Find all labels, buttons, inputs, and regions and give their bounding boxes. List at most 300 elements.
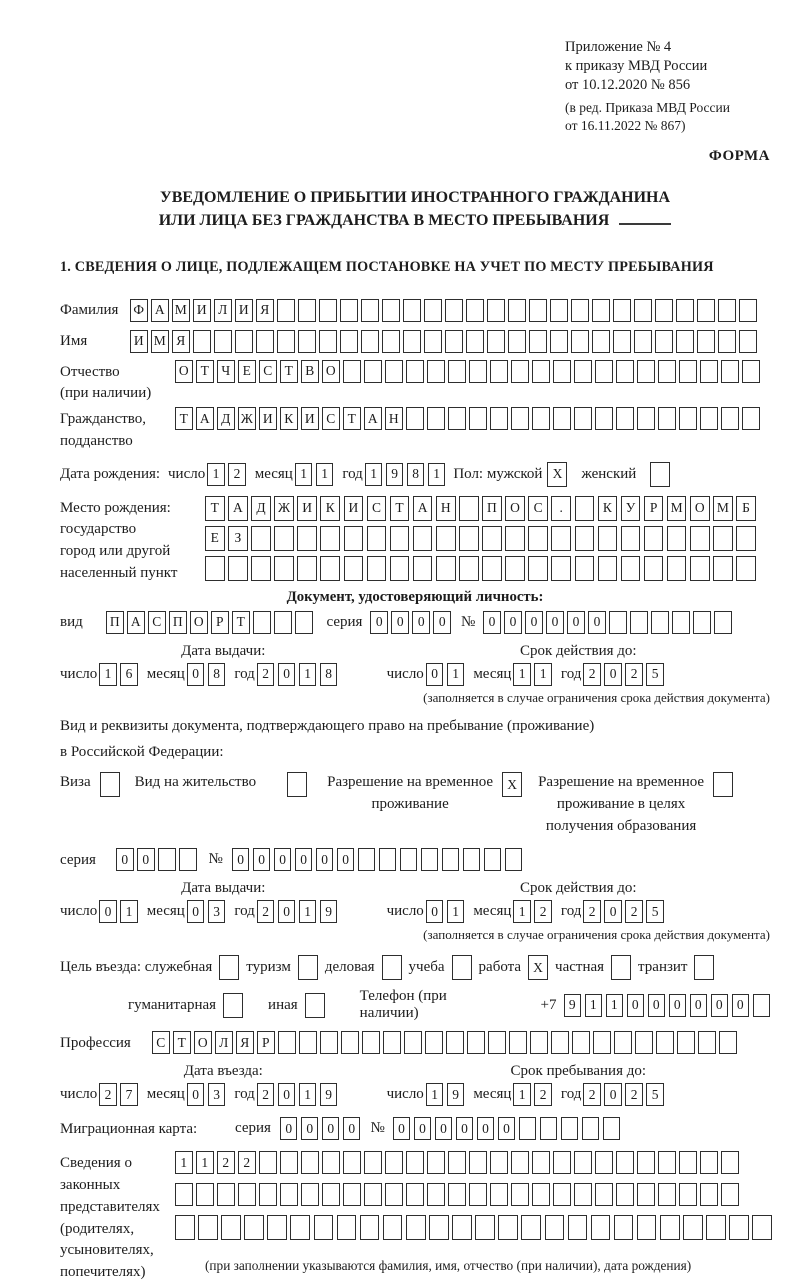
char-cell[interactable] [591,1215,611,1240]
char-cell[interactable] [361,330,379,353]
char-cell[interactable] [498,1215,518,1240]
char-cell[interactable] [223,993,243,1018]
char-cell[interactable]: Н [436,496,456,521]
char-cell[interactable]: 3 [208,900,226,923]
char-cell[interactable]: 1 [606,994,624,1017]
char-cell[interactable]: С [322,407,340,430]
char-cell[interactable] [466,299,484,322]
char-cell[interactable] [413,526,433,551]
char-cell[interactable]: Б [736,496,756,521]
char-cell[interactable] [385,360,403,383]
char-cell[interactable] [158,848,176,871]
char-cell[interactable] [521,1215,541,1240]
char-cell[interactable]: 1 [295,463,313,486]
char-cell[interactable]: С [259,360,277,383]
char-cell[interactable] [341,1031,359,1054]
char-cell[interactable]: 0 [483,611,501,634]
char-cell[interactable] [469,360,487,383]
char-cell[interactable]: 0 [316,848,334,871]
char-cell[interactable] [718,330,736,353]
char-cell[interactable]: 0 [274,848,292,871]
char-cell[interactable]: 9 [564,994,582,1017]
char-cell[interactable] [448,407,466,430]
char-cell[interactable] [340,330,358,353]
char-cell[interactable] [295,611,313,634]
temp-residence-edu-checkbox[interactable] [713,772,733,797]
char-cell[interactable] [592,299,610,322]
char-cell[interactable]: 0 [187,900,205,923]
char-cell[interactable]: 0 [280,1117,298,1140]
purpose-other-checkbox[interactable] [305,993,325,1018]
char-cell[interactable] [277,299,295,322]
char-cell[interactable] [616,1183,634,1206]
char-cell[interactable] [484,848,502,871]
char-cell[interactable]: 0 [116,848,134,871]
char-cell[interactable]: 1 [316,463,334,486]
char-cell[interactable] [487,299,505,322]
char-cell[interactable]: Я [256,299,274,322]
char-cell[interactable] [719,1031,737,1054]
char-cell[interactable] [742,360,760,383]
char-cell[interactable] [721,1183,739,1206]
purpose-transit-checkbox[interactable] [694,955,714,980]
char-cell[interactable]: Т [173,1031,191,1054]
char-cell[interactable]: . [551,496,571,521]
char-cell[interactable]: 2 [257,900,275,923]
char-cell[interactable] [679,407,697,430]
char-cell[interactable] [655,299,673,322]
char-cell[interactable]: 0 [588,611,606,634]
char-cell[interactable]: 0 [278,663,296,686]
char-cell[interactable]: Л [215,1031,233,1054]
char-cell[interactable] [382,299,400,322]
char-cell[interactable]: 2 [583,663,601,686]
char-cell[interactable] [595,407,613,430]
char-cell[interactable]: 2 [625,900,643,923]
char-cell[interactable] [532,360,550,383]
char-cell[interactable] [553,407,571,430]
purpose-humanitarian-checkbox[interactable] [223,993,243,1018]
char-cell[interactable]: Ж [274,496,294,521]
char-cell[interactable]: Р [211,611,229,634]
purpose-work-checkbox[interactable] [528,955,548,980]
char-cell[interactable] [446,1031,464,1054]
char-cell[interactable] [287,772,307,797]
char-cell[interactable] [267,1215,287,1240]
char-cell[interactable] [424,330,442,353]
char-cell[interactable] [404,1031,422,1054]
char-cell[interactable] [198,1215,218,1240]
char-cell[interactable] [382,330,400,353]
char-cell[interactable]: 0 [604,900,622,923]
char-cell[interactable] [667,526,687,551]
char-cell[interactable] [511,1183,529,1206]
char-cell[interactable]: 0 [648,994,666,1017]
char-cell[interactable]: К [320,496,340,521]
char-cell[interactable] [683,1215,703,1240]
char-cell[interactable] [290,1215,310,1240]
char-cell[interactable] [319,330,337,353]
char-cell[interactable] [676,299,694,322]
char-cell[interactable]: 0 [295,848,313,871]
char-cell[interactable]: 0 [426,663,444,686]
char-cell[interactable] [379,848,397,871]
char-cell[interactable] [298,299,316,322]
char-cell[interactable] [406,360,424,383]
char-cell[interactable]: 0 [278,1083,296,1106]
char-cell[interactable]: 1 [175,1151,193,1174]
char-cell[interactable]: 2 [625,1083,643,1106]
char-cell[interactable] [694,955,714,980]
char-cell[interactable] [274,556,294,581]
char-cell[interactable] [344,526,364,551]
char-cell[interactable] [616,360,634,383]
char-cell[interactable] [655,330,673,353]
char-cell[interactable] [568,1215,588,1240]
char-cell[interactable] [448,1183,466,1206]
char-cell[interactable] [644,526,664,551]
char-cell[interactable] [700,360,718,383]
char-cell[interactable]: И [344,496,364,521]
char-cell[interactable] [320,556,340,581]
char-cell[interactable]: 0 [435,1117,453,1140]
char-cell[interactable]: 1 [207,463,225,486]
char-cell[interactable] [274,611,292,634]
char-cell[interactable] [490,407,508,430]
char-cell[interactable]: О [322,360,340,383]
char-cell[interactable] [337,1215,357,1240]
char-cell[interactable] [301,1183,319,1206]
char-cell[interactable]: М [172,299,190,322]
char-cell[interactable] [634,330,652,353]
char-cell[interactable]: X [528,955,548,980]
char-cell[interactable] [466,330,484,353]
char-cell[interactable]: 0 [232,848,250,871]
char-cell[interactable] [729,1215,749,1240]
char-cell[interactable] [436,556,456,581]
char-cell[interactable] [551,1031,569,1054]
char-cell[interactable]: М [713,496,733,521]
char-cell[interactable] [690,526,710,551]
char-cell[interactable]: А [151,299,169,322]
char-cell[interactable] [630,611,648,634]
char-cell[interactable] [595,360,613,383]
char-cell[interactable]: 9 [386,463,404,486]
char-cell[interactable] [314,1215,334,1240]
char-cell[interactable]: О [194,1031,212,1054]
char-cell[interactable]: 0 [278,900,296,923]
char-cell[interactable]: 7 [120,1083,138,1106]
char-cell[interactable] [753,994,771,1017]
char-cell[interactable] [406,407,424,430]
temp-residence-checkbox[interactable] [502,772,522,797]
char-cell[interactable]: З [228,526,248,551]
char-cell[interactable] [644,556,664,581]
char-cell[interactable]: К [598,496,618,521]
char-cell[interactable] [505,556,525,581]
sex-male-checkbox[interactable] [547,462,567,487]
char-cell[interactable] [553,1183,571,1206]
char-cell[interactable] [459,496,479,521]
char-cell[interactable]: 0 [322,1117,340,1140]
char-cell[interactable] [175,1215,195,1240]
char-cell[interactable] [361,299,379,322]
char-cell[interactable] [511,407,529,430]
char-cell[interactable] [598,526,618,551]
char-cell[interactable] [406,1215,426,1240]
char-cell[interactable]: 8 [320,663,338,686]
char-cell[interactable] [592,330,610,353]
char-cell[interactable] [551,526,571,551]
char-cell[interactable] [297,556,317,581]
char-cell[interactable]: Е [205,526,225,551]
char-cell[interactable]: 9 [320,1083,338,1106]
char-cell[interactable] [614,1031,632,1054]
char-cell[interactable] [739,330,757,353]
char-cell[interactable]: А [364,407,382,430]
char-cell[interactable] [427,1183,445,1206]
char-cell[interactable]: 0 [477,1117,495,1140]
char-cell[interactable]: Д [217,407,235,430]
char-cell[interactable] [221,1215,241,1240]
char-cell[interactable] [219,955,239,980]
char-cell[interactable] [193,330,211,353]
char-cell[interactable] [205,556,225,581]
char-cell[interactable] [508,330,526,353]
char-cell[interactable]: Ж [238,407,256,430]
char-cell[interactable]: 0 [567,611,585,634]
char-cell[interactable] [340,299,358,322]
char-cell[interactable] [452,1215,472,1240]
char-cell[interactable] [637,1215,657,1240]
char-cell[interactable] [545,1215,565,1240]
char-cell[interactable]: 0 [546,611,564,634]
char-cell[interactable] [445,330,463,353]
char-cell[interactable] [320,526,340,551]
char-cell[interactable]: 0 [732,994,750,1017]
char-cell[interactable]: О [190,611,208,634]
char-cell[interactable] [634,299,652,322]
char-cell[interactable] [413,556,433,581]
char-cell[interactable] [475,1215,495,1240]
char-cell[interactable] [582,1117,600,1140]
char-cell[interactable] [637,360,655,383]
char-cell[interactable] [427,407,445,430]
char-cell[interactable] [598,556,618,581]
char-cell[interactable] [651,611,669,634]
char-cell[interactable]: Ч [217,360,235,383]
char-cell[interactable] [575,526,595,551]
char-cell[interactable] [421,848,439,871]
char-cell[interactable] [400,848,418,871]
char-cell[interactable]: 0 [604,663,622,686]
char-cell[interactable]: 2 [625,663,643,686]
char-cell[interactable] [278,1031,296,1054]
char-cell[interactable]: И [235,299,253,322]
char-cell[interactable]: М [151,330,169,353]
char-cell[interactable]: 0 [187,663,205,686]
char-cell[interactable] [697,299,715,322]
char-cell[interactable] [367,526,387,551]
char-cell[interactable] [511,360,529,383]
char-cell[interactable]: 0 [669,994,687,1017]
char-cell[interactable] [721,407,739,430]
char-cell[interactable] [621,526,641,551]
char-cell[interactable] [650,462,670,487]
char-cell[interactable] [100,772,120,797]
char-cell[interactable]: 0 [253,848,271,871]
char-cell[interactable]: 2 [534,900,552,923]
char-cell[interactable] [532,407,550,430]
char-cell[interactable] [259,1183,277,1206]
char-cell[interactable]: 1 [447,663,465,686]
char-cell[interactable] [214,330,232,353]
char-cell[interactable]: 0 [301,1117,319,1140]
char-cell[interactable] [253,611,271,634]
char-cell[interactable] [529,299,547,322]
char-cell[interactable]: М [667,496,687,521]
char-cell[interactable]: 0 [456,1117,474,1140]
char-cell[interactable]: 1 [120,900,138,923]
char-cell[interactable] [429,1215,449,1240]
char-cell[interactable]: Д [251,496,271,521]
char-cell[interactable] [529,330,547,353]
char-cell[interactable] [509,1031,527,1054]
char-cell[interactable]: 6 [120,663,138,686]
char-cell[interactable]: 0 [337,848,355,871]
char-cell[interactable] [595,1183,613,1206]
char-cell[interactable] [362,1031,380,1054]
char-cell[interactable]: Р [644,496,664,521]
char-cell[interactable] [713,526,733,551]
char-cell[interactable] [736,526,756,551]
char-cell[interactable] [508,299,526,322]
char-cell[interactable]: 0 [690,994,708,1017]
char-cell[interactable]: И [193,299,211,322]
char-cell[interactable]: 0 [504,611,522,634]
char-cell[interactable] [390,556,410,581]
char-cell[interactable]: 2 [583,900,601,923]
char-cell[interactable] [280,1183,298,1206]
char-cell[interactable]: 1 [196,1151,214,1174]
char-cell[interactable] [603,1117,621,1140]
char-cell[interactable] [505,526,525,551]
char-cell[interactable]: Л [214,299,232,322]
char-cell[interactable]: О [690,496,710,521]
char-cell[interactable] [385,1183,403,1206]
char-cell[interactable]: Т [196,360,214,383]
purpose-official-checkbox[interactable] [219,955,239,980]
char-cell[interactable] [344,556,364,581]
char-cell[interactable]: 2 [99,1083,117,1106]
char-cell[interactable]: Т [280,360,298,383]
char-cell[interactable]: 2 [238,1151,256,1174]
char-cell[interactable]: 0 [391,611,409,634]
char-cell[interactable]: 1 [299,900,317,923]
char-cell[interactable] [700,407,718,430]
char-cell[interactable]: Т [175,407,193,430]
char-cell[interactable]: 0 [498,1117,516,1140]
char-cell[interactable] [611,955,631,980]
char-cell[interactable] [550,299,568,322]
char-cell[interactable] [322,1183,340,1206]
char-cell[interactable]: 9 [447,1083,465,1106]
char-cell[interactable] [436,526,456,551]
purpose-business-checkbox[interactable] [382,955,402,980]
char-cell[interactable] [530,1031,548,1054]
char-cell[interactable]: 2 [583,1083,601,1106]
char-cell[interactable]: 2 [257,663,275,686]
char-cell[interactable] [574,407,592,430]
char-cell[interactable] [179,848,197,871]
char-cell[interactable] [360,1215,380,1240]
char-cell[interactable] [482,526,502,551]
char-cell[interactable] [383,1031,401,1054]
char-cell[interactable] [217,1183,235,1206]
char-cell[interactable] [256,330,274,353]
char-cell[interactable] [713,772,733,797]
char-cell[interactable] [637,407,655,430]
char-cell[interactable]: 1 [585,994,603,1017]
purpose-study-checkbox[interactable] [452,955,472,980]
char-cell[interactable] [742,407,760,430]
char-cell[interactable]: 1 [99,663,117,686]
char-cell[interactable] [383,1215,403,1240]
char-cell[interactable] [382,955,402,980]
char-cell[interactable] [528,526,548,551]
char-cell[interactable] [298,330,316,353]
char-cell[interactable] [424,299,442,322]
char-cell[interactable]: Т [232,611,250,634]
char-cell[interactable] [752,1215,772,1240]
char-cell[interactable]: 0 [393,1117,411,1140]
char-cell[interactable] [367,556,387,581]
char-cell[interactable] [490,1183,508,1206]
purpose-private-checkbox[interactable] [611,955,631,980]
char-cell[interactable] [700,1183,718,1206]
char-cell[interactable]: 0 [187,1083,205,1106]
char-cell[interactable] [593,1031,611,1054]
char-cell[interactable]: 0 [137,848,155,871]
sex-female-checkbox[interactable] [650,462,670,487]
char-cell[interactable] [677,1031,695,1054]
char-cell[interactable]: 9 [320,900,338,923]
char-cell[interactable] [613,299,631,322]
char-cell[interactable] [442,848,460,871]
char-cell[interactable] [452,955,472,980]
char-cell[interactable] [490,360,508,383]
char-cell[interactable]: 5 [646,663,664,686]
char-cell[interactable]: И [297,496,317,521]
purpose-tourism-checkbox[interactable] [298,955,318,980]
char-cell[interactable]: 1 [513,663,531,686]
char-cell[interactable] [463,848,481,871]
char-cell[interactable] [658,1183,676,1206]
char-cell[interactable]: 8 [407,463,425,486]
char-cell[interactable] [251,526,271,551]
char-cell[interactable] [228,556,248,581]
char-cell[interactable] [343,1183,361,1206]
char-cell[interactable]: 0 [627,994,645,1017]
char-cell[interactable]: 0 [99,900,117,923]
char-cell[interactable]: 8 [208,663,226,686]
char-cell[interactable]: В [301,360,319,383]
char-cell[interactable] [175,1183,193,1206]
char-cell[interactable] [718,299,736,322]
char-cell[interactable] [343,360,361,383]
char-cell[interactable] [305,993,325,1018]
char-cell[interactable]: Ф [130,299,148,322]
